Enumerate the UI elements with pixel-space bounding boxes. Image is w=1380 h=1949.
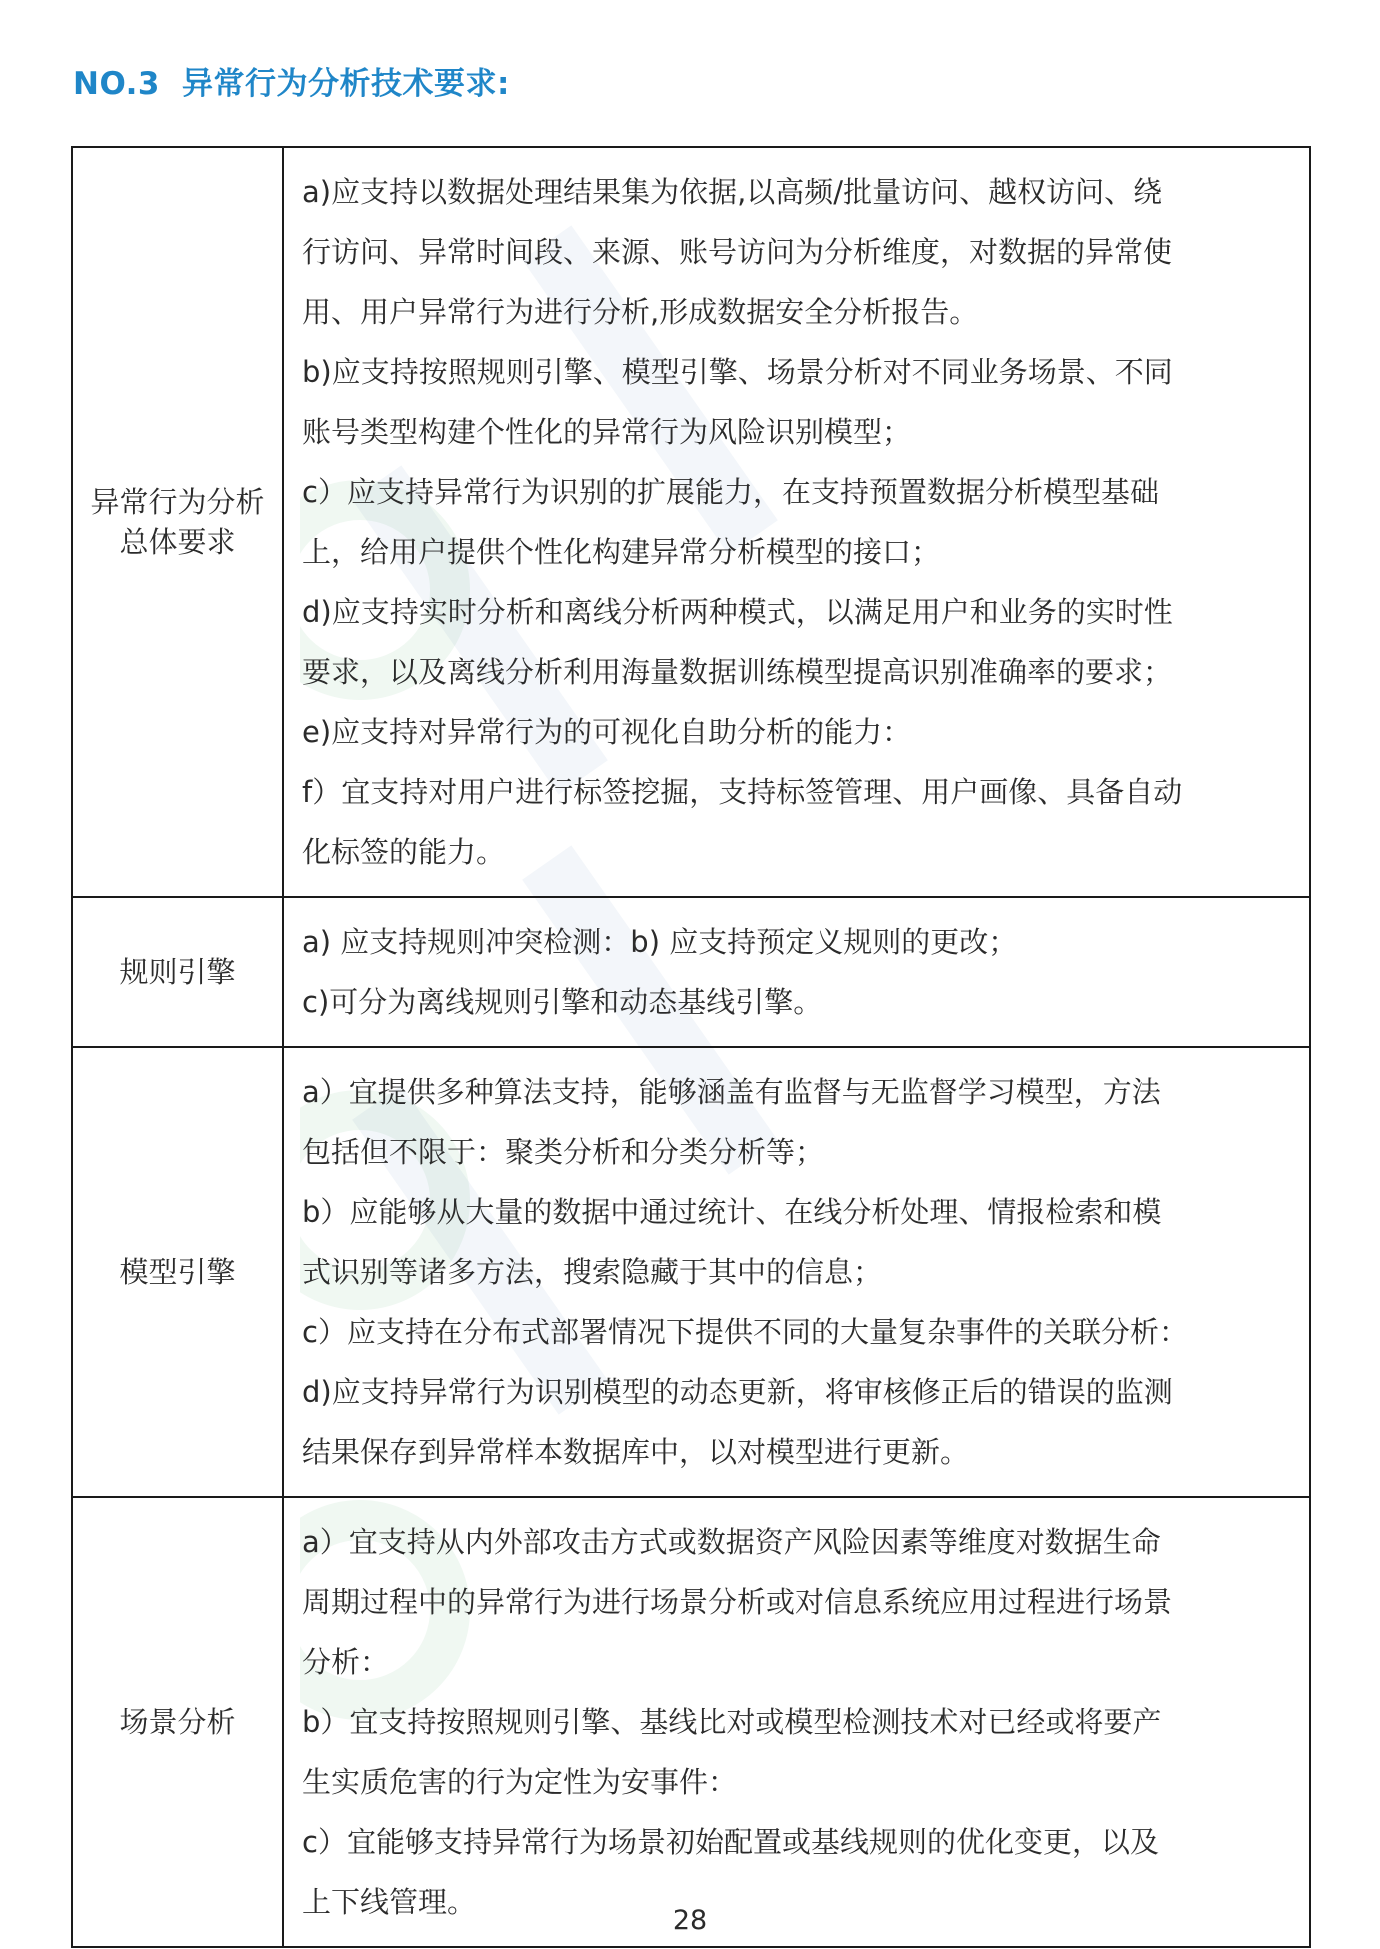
- row-label-text: 模型引擎: [119, 1255, 236, 1289]
- content-line: a）宜支持从内外部攻击方式或数据资产风险因素等维度对数据生命: [302, 1525, 1161, 1559]
- row-label-text: 异常行为分析总体要求: [90, 485, 265, 559]
- content-line: e)应支持对异常行为的可视化自助分析的能力：: [302, 715, 912, 749]
- content-line: 用、用户异常行为进行分析,形成数据安全分析报告。: [302, 295, 979, 329]
- table-row: [72, 147, 1310, 897]
- table-row: [72, 1047, 1310, 1497]
- content-line: a)应支持以数据处理结果集为依据,以高频/批量访问、越权访问、绕: [302, 175, 1163, 209]
- page-number: 28: [672, 1905, 708, 1936]
- row-label: [72, 1047, 283, 1497]
- requirements-table: [71, 146, 1311, 1948]
- row-label-text: 场景分析: [119, 1705, 236, 1739]
- row-content: [283, 1497, 1310, 1947]
- content-line: 化标签的能力。: [302, 835, 506, 869]
- content-line: 周期过程中的异常行为进行场景分析或对信息系统应用过程进行场景: [302, 1585, 1173, 1619]
- content-line: c）应支持在分布式部署情况下提供不同的大量复杂事件的关联分析：: [302, 1315, 1188, 1349]
- content-line: 结果保存到异常样本数据库中，以对模型进行更新。: [302, 1435, 970, 1469]
- content-line: a）宜提供多种算法支持，能够涵盖有监督与无监督学习模型，方法: [302, 1075, 1161, 1109]
- content-line: c)可分为离线规则引擎和动态基线引擎。: [302, 985, 823, 1019]
- content-line: d)应支持异常行为识别模型的动态更新，将审核修正后的错误的监测: [302, 1375, 1173, 1409]
- content-line: 上下线管理。: [302, 1885, 477, 1919]
- row-content: [283, 897, 1310, 1047]
- section-title: 异常行为分析技术要求:: [181, 66, 510, 102]
- row-label: [72, 897, 283, 1047]
- content-line: a) 应支持规则冲突检测：b) 应支持预定义规则的更改；: [302, 925, 1018, 959]
- table-row: [72, 1497, 1310, 1947]
- content-line: f）宜支持对用户进行标签挖掘，支持标签管理、用户画像、具备自动: [302, 775, 1183, 809]
- row-content: [283, 147, 1310, 897]
- content-line: b）应能够从大量的数据中通过统计、在线分析处理、情报检索和模: [302, 1195, 1162, 1229]
- content-line: 账号类型构建个性化的异常行为风险识别模型；: [302, 415, 912, 449]
- section-heading: [73, 58, 510, 103]
- content-line: 生实质危害的行为定性为安事件：: [302, 1765, 738, 1799]
- content-line: b)应支持按照规则引擎、模型引擎、场景分析对不同业务场景、不同: [302, 355, 1173, 389]
- row-label: [72, 147, 283, 897]
- content-line: c）应支持异常行为识别的扩展能力，在支持预置数据分析模型基础: [302, 475, 1159, 509]
- content-line: c）宜能够支持异常行为场景初始配置或基线规则的优化变更，以及: [302, 1825, 1159, 1859]
- content-line: 要求，以及离线分析利用海量数据训练模型提高识别准确率的要求；: [302, 655, 1173, 689]
- row-label-text: 规则引擎: [119, 955, 236, 989]
- content-line: d)应支持实时分析和离线分析两种模式，以满足用户和业务的实时性: [302, 595, 1173, 629]
- table-row: [72, 897, 1310, 1047]
- row-content: [283, 1047, 1310, 1497]
- content-line: 包括但不限于：聚类分析和分类分析等；: [302, 1135, 825, 1169]
- content-line: 分析：: [302, 1645, 390, 1679]
- content-line: b）宜支持按照规则引擎、基线比对或模型检测技术对已经或将要产: [302, 1705, 1162, 1739]
- row-label: [72, 1497, 283, 1947]
- content-line: 上，给用户提供个性化构建异常分析模型的接口；: [302, 535, 941, 569]
- section-number: NO.3: [73, 66, 160, 102]
- content-line: 式识别等诸多方法，搜索隐藏于其中的信息；: [302, 1255, 883, 1289]
- content-line: 行访问、异常时间段、来源、账号访问为分析维度，对数据的异常使: [302, 235, 1173, 269]
